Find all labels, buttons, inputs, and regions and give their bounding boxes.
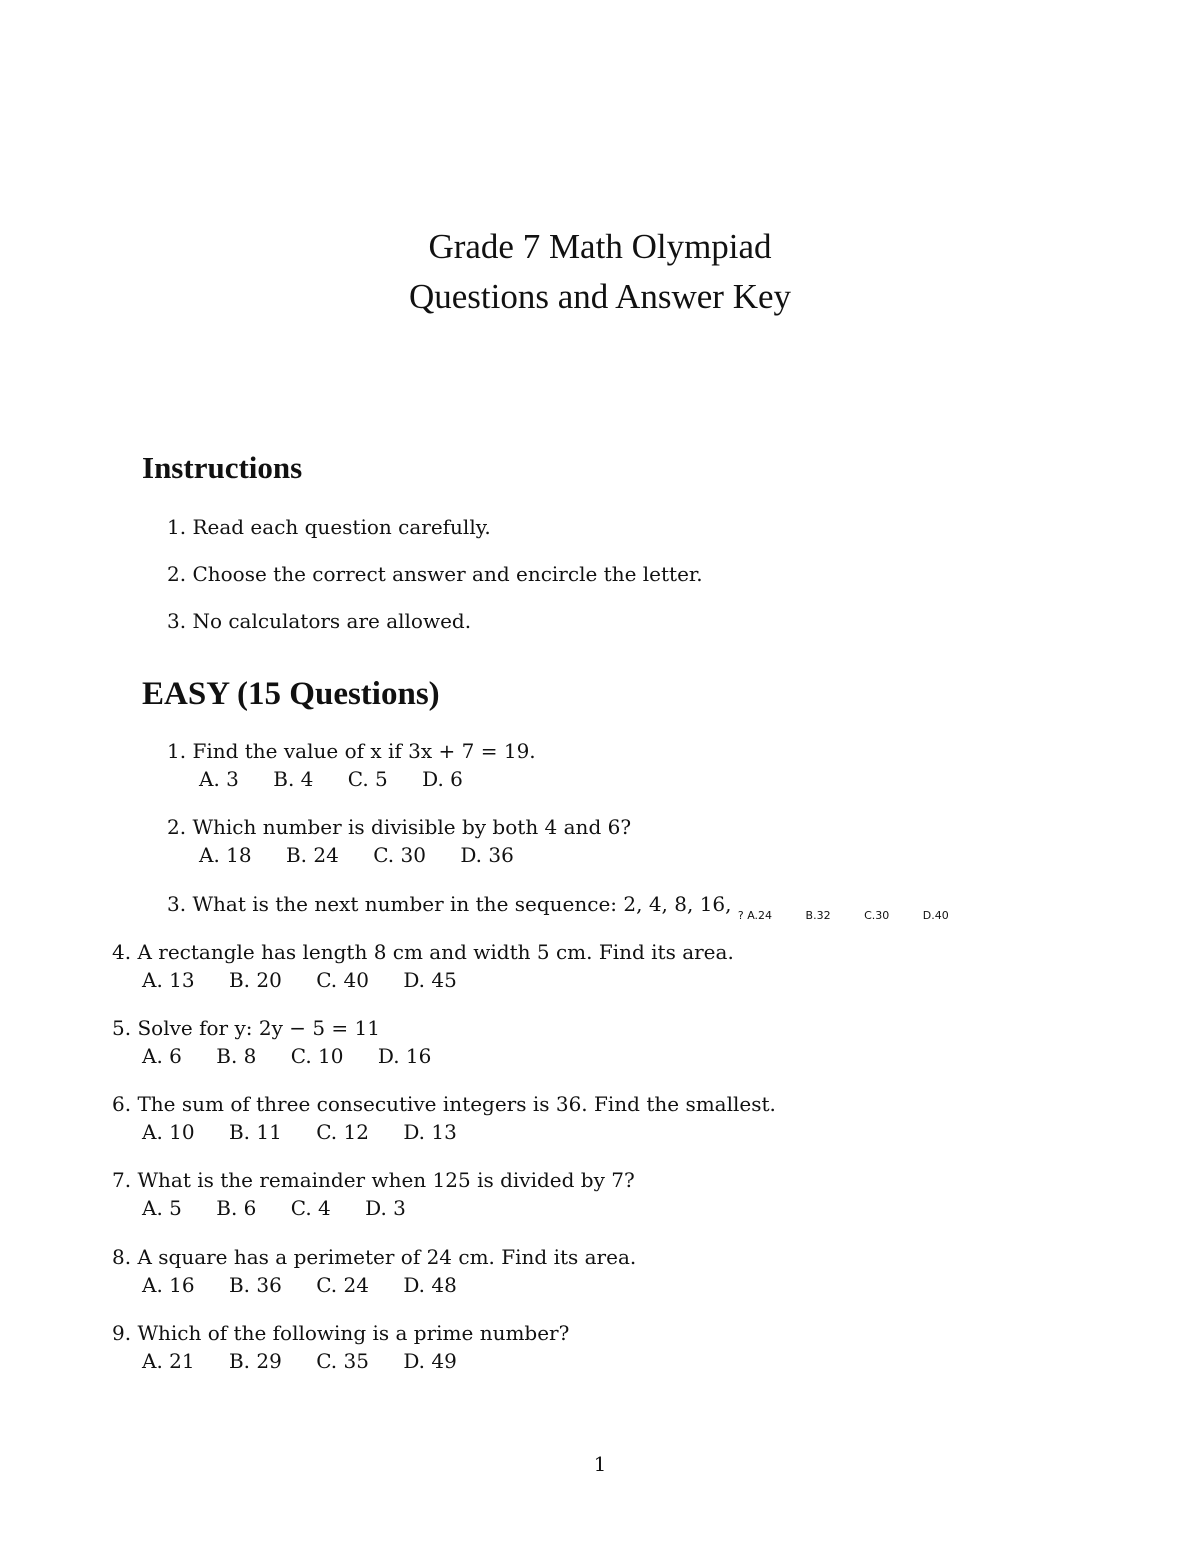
- option: D. 49: [403, 1349, 457, 1373]
- option: D. 36: [460, 843, 514, 867]
- option: B. 20: [228, 968, 282, 992]
- document-title: [0, 222, 1200, 322]
- question-item: 6. The sum of three consecutive integers is 36. Find the smallest.: [112, 1092, 776, 1116]
- option: C.30: [864, 909, 890, 922]
- question-item: 1. Find the value of x if 3x + 7 = 19.: [167, 739, 536, 763]
- option: B. 8: [216, 1044, 257, 1068]
- easy-section-heading: EASY (15 Questions): [142, 676, 440, 712]
- option: D. 6: [422, 767, 463, 791]
- option: B. 29: [228, 1349, 282, 1373]
- option: C. 35: [316, 1349, 369, 1373]
- option: A. 21: [142, 1349, 195, 1373]
- question-text: Which of the following is a prime number?: [137, 1321, 570, 1345]
- answer-options: [142, 1194, 434, 1222]
- option: ? A.24: [737, 909, 773, 922]
- option: C. 12: [316, 1120, 369, 1144]
- inline-answer-options: [738, 909, 979, 922]
- option: D. 16: [377, 1044, 432, 1068]
- option: D. 45: [403, 968, 457, 992]
- option: A. 10: [142, 1120, 195, 1144]
- question-item: 8. A square has a perimeter of 24 cm. Find its area.: [112, 1245, 637, 1269]
- option: D.40: [922, 909, 949, 922]
- answer-options: [142, 1347, 485, 1375]
- option: C. 5: [347, 767, 388, 791]
- question-item: 7. What is the remainder when 125 is divided by 7?: [112, 1168, 635, 1192]
- question-text: Which number is divisible by both 4 and 6?: [192, 815, 632, 839]
- question-item: 3. What is the next number in the sequence: 2, 4, 8, 16, $_{? A.24 B.32 C.30 D.40}$: [167, 890, 979, 922]
- option: C. 4: [290, 1196, 331, 1220]
- answer-options: [199, 841, 542, 869]
- option: B. 24: [285, 843, 339, 867]
- title-line-1: Grade 7 Math Olympiad: [428, 227, 772, 266]
- page-number: 1: [593, 1452, 607, 1476]
- answer-options: [142, 1118, 485, 1146]
- option: A. 3: [199, 767, 239, 791]
- question-item: 4. A rectangle has length 8 cm and width 5 cm. Find its area.: [112, 940, 734, 964]
- option: A. 18: [199, 843, 252, 867]
- option: C. 30: [373, 843, 426, 867]
- option: D. 3: [365, 1196, 406, 1220]
- option: A. 13: [142, 968, 195, 992]
- question-text: The sum of three consecutive integers is 36. Find the smallest.: [137, 1092, 776, 1116]
- option: B. 11: [228, 1120, 282, 1144]
- option: B. 6: [216, 1196, 257, 1220]
- option: A. 6: [142, 1044, 182, 1068]
- title-line-2: Questions and Answer Key: [408, 277, 792, 316]
- option: A. 16: [142, 1273, 195, 1297]
- option: B.32: [805, 909, 831, 922]
- question-item: 5. Solve for y: 2y − 5 = 11: [112, 1016, 380, 1040]
- question-text: A rectangle has length 8 cm and width 5 cm. Find its area.: [137, 940, 734, 964]
- instructions-heading: Instructions: [142, 450, 303, 485]
- question-text: A square has a perimeter of 24 cm. Find its area.: [137, 1245, 637, 1269]
- question-text: Solve for y: 2y − 5 = 11: [137, 1016, 380, 1040]
- question-text: What is the remainder when 125 is divided by 7?: [137, 1168, 635, 1192]
- question-item: 2. Which number is divisible by both 4 and 6?: [167, 815, 632, 839]
- option: A. 5: [142, 1196, 182, 1220]
- instruction-item: 2. Choose the correct answer and encircle the letter.: [167, 562, 703, 586]
- option: C. 40: [316, 968, 369, 992]
- answer-options: [199, 765, 491, 793]
- question-text: Find the value of x if 3x + 7 = 19.: [192, 739, 536, 763]
- option: C. 10: [290, 1044, 344, 1068]
- option: D. 48: [403, 1273, 457, 1297]
- answer-options: [142, 1042, 459, 1070]
- instruction-item: 3. No calculators are allowed.: [167, 609, 472, 633]
- answer-options: [142, 966, 485, 994]
- option: C. 24: [316, 1273, 369, 1297]
- question-item: 9. Which of the following is a prime number?: [112, 1321, 570, 1345]
- answer-options: [142, 1271, 485, 1299]
- instruction-item: 1. Read each question carefully.: [167, 515, 491, 539]
- question-text: What is the next number in the sequence: 2, 4, 8, 16,: [192, 892, 732, 916]
- option: B. 36: [228, 1273, 282, 1297]
- option: D. 13: [403, 1120, 457, 1144]
- option: B. 4: [273, 767, 314, 791]
